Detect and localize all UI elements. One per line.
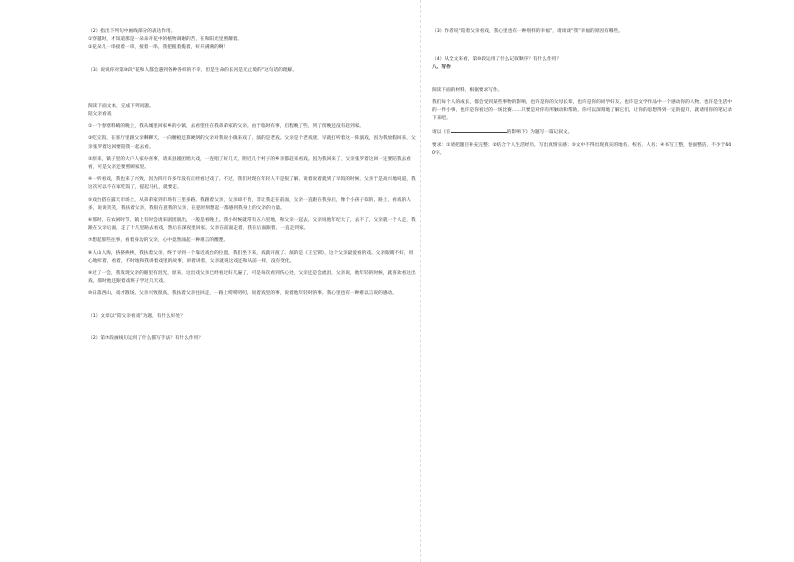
writing-prompt-intro: 阅读下面的材料，根据要求写作。 [432, 87, 503, 93]
right-column [432, 28, 732, 158]
question-3: （3）说说你对第⑩段“花和人都会遇到各种各样的不幸，但是生命的长河是无止境的”这句话的理解。 [88, 67, 297, 73]
question-2: （2）第⑦段画线句运用了什么描写手法？有什么作用？ [88, 335, 203, 341]
question-4: （4）从全文来看，第⑩段运用了什么记叙顺序？有什么作用？ [432, 57, 562, 63]
article-paragraph-2: ②吃完饭，在客厅里跟父亲聊聊天，一向腰板还算硬朗的父亲对我说小镇来戏了，演的是老戏。父亲是个老戏迷，早就打听着这一阵演戏，因为我放假回来，父亲张罗着这回要陪我一起去看。 [88, 136, 416, 150]
article-paragraph-7: ⑦想起那些往事，看着身边的父亲，心中竟然涌起一种难言的酸楚。 [88, 238, 229, 244]
question-1: （1）文章以“陪父亲看戏”为题，有什么好处？ [88, 313, 185, 319]
question-intro: （2）指出下列句中画线部分的表达作用。 [88, 29, 176, 34]
question-item-a: ①穿越时，才知道那是一朵朵开花中的植物凋谢的苦，在和阳光里照耀着。 [88, 37, 243, 43]
article-paragraph-5: ⑤戏台搭在露天市场上，从弟弟家到市场有三里多路。我跟着父亲，父亲却不肯，非让我走在前面，父亲一直跟在我身后，像个小孩子似的，路上，看戏的人多，说说笑笑，我扶着父亲，我很在意我的父亲，在犯时刻想起一都感到我身上的父亲的力量。 [88, 197, 411, 211]
article-paragraph-9: ⑨过了一会，我发现父亲的眼里有泪光，原来，这出戏父亲已经看过好几遍了，可是每次看到伤心处，父亲还是会流泪，父亲说，他年轻的时候，就喜欢看这出戏，那时他还跟着戏班子学过几天戏。 [88, 271, 416, 285]
left-column [88, 28, 416, 343]
page-fold-line [420, 0, 421, 562]
question-item-b: ②花朵儿一串接着一串，接着一串，我把揽着揽着，好开满满的啊！ [88, 45, 229, 51]
title-line-prefix: 请以《在 [432, 130, 451, 136]
writing-title-line [432, 127, 732, 137]
article-paragraph-4: ④一听看戏，我也来了兴致，因为四月许多年没有正经看过戏了。不过，我们对现在年轻人不是很了解，说着说着就到了早饭的时候，父亲于是高兴地说道，我这次可以不在家吃饭了，提起马扎，就要走。 [88, 177, 416, 191]
article-title: 陪父亲看戏 [88, 112, 112, 118]
title-blank [451, 127, 507, 133]
question-3-right: （3）作者说“陪着父亲看戏，我心里也有一种别样的幸福”，请谈谈“我”幸福的原因有哪些。 [432, 29, 623, 34]
article-paragraph-6: ⑥那时，在农闲时节，镇上有时会请来剧团演出，一般是看晚上。我小时候就常有五六里地，和父亲一起去，父亲说他年纪大了，去不了，父亲就一个人走，我跟在父亲后面，走了十几里路去看戏，然后在深夜里回家。父亲在前面走着，我在后面跟着，一直走到家。 [88, 218, 416, 232]
writing-requirements: 要求：①请把题目补充完整；②结合个人生活经历，写出真情实感；③文中不得出现真实的地名、校名、人名；④书写工整，卷面整洁，不少于600字。 [432, 142, 732, 156]
reading-intro: 阅读下面文本，完成下列问题。 [88, 103, 154, 109]
writing-prompt-body: 我们每个人的成长，都会受到某些事物的影响，也许是你的父母长辈，也许是你的同学好友，也许是文学作品中一个感动你的人物，也许是生活中的一件小事，也许是你看过的一场比赛……只要是对你有所触动和帮助，你可以深刻地了解它们，让你的思想得到一定的提升，就请用你的笔记录下来吧。 [432, 99, 733, 122]
article-paragraph-3: ③原来，镇子里的大户人家办喜事，请来县剧团唱大戏，一连唱了好几天，附近几个村子的乡亲都赶来看戏。因为我回来了，父亲张罗着这回一定要陪我去看看，可是父亲还要照顾家里。 [88, 156, 411, 171]
section-heading-writing: 八、写作 [432, 65, 451, 71]
article-paragraph-1: ①一个春寒料峭的晚上，我从城里回家乡的小镇，去看望住在我弟弟家的父亲。由于临时有事，启程晚了些，到了傍晚还没有赶到家。 [88, 124, 365, 130]
article-paragraph-10: ⑩日落西山，戏才散场。父亲兴致很高，我扶着父亲往回走，一路上唠唠叨叨，说着戏里的事，说着他年轻时的事。我心里也有一种难以言说的感动。 [88, 291, 397, 297]
title-line-suffix: 的影响下》为题写一篇记叙文。 [506, 130, 573, 136]
article-paragraph-8: ⑧人山人海，挤挤挨挨，我扶着父亲，终于寻到一个靠近戏台的位置，我们坐下来，戏就开演了。演的是《王宝钏》，这个父亲最爱看的戏。父亲眼睛不好，用心地听着，看着，不时地和我讲着戏里的故事，讲着讲着，父亲就说这戏还和从前一样，没有变化。 [88, 250, 414, 264]
